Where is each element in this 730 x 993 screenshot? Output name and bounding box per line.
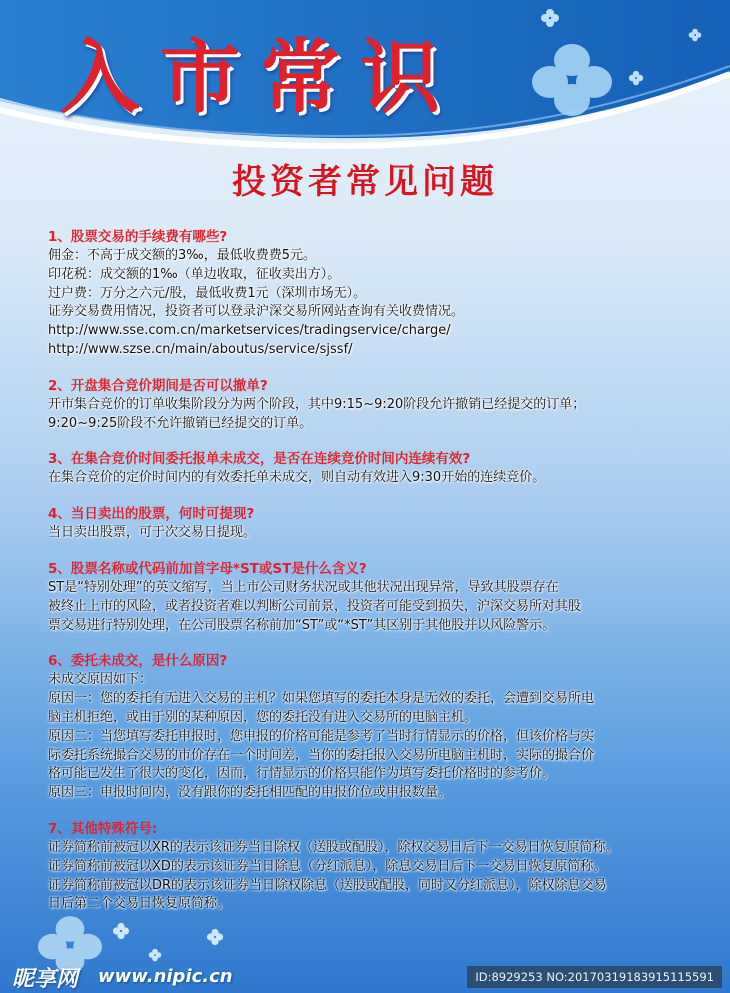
faq-question: 2、开盘集合竞价期间是否可以撤单? bbox=[48, 377, 268, 394]
page-subtitle: 投资者常见问题 bbox=[232, 162, 498, 202]
faq-answer-line: 证券简称前被冠以XD的表示该证券当日除息（分红派息），除息交易日后下一交易日恢复原简称。 bbox=[48, 858, 607, 874]
faq-item bbox=[48, 652, 688, 803]
faq-item bbox=[48, 377, 688, 434]
faq-question: 1、股票交易的手续费有哪些? bbox=[48, 229, 228, 245]
small-flower-icon bbox=[112, 922, 130, 940]
faq-question: 6、委托未成交，是什么原因? bbox=[48, 653, 228, 670]
page-title: 入市常识 bbox=[60, 30, 460, 124]
small-flower-icon bbox=[628, 70, 644, 86]
small-flower-icon bbox=[148, 948, 162, 962]
faq-question: 4、当日卖出的股票，何时可提现? bbox=[48, 506, 255, 523]
faq-answer-line: 原因二：当您填写委托申报时，您申报的价格可能是参考了当时行情显示的价格，但该价格与实 bbox=[48, 728, 595, 744]
small-flower-icon bbox=[688, 28, 702, 42]
watermark-url: www.nipic.cn bbox=[98, 966, 233, 987]
faq-answer-line: 格可能已发生了很大的变化，因而，行情显示的价格只能作为填写委托价格时的参考价。 bbox=[48, 766, 556, 782]
faq-list bbox=[48, 228, 688, 931]
faq-answer-line: 脑主机拒绝，或由于别的某种原因，您的委托没有进入交易所的电脑主机。 bbox=[48, 709, 478, 725]
faq-answer-line: 未成交原因如下： bbox=[48, 672, 153, 688]
faq-answer-line: 9:20~9:25阶段不允许撤销已经提交的订单。 bbox=[48, 415, 313, 431]
faq-answer-line: 际委托系统撮合交易的市价存在一个时间差，当你的委托报入交易所电脑主机时，实际的撮合价 bbox=[48, 747, 595, 763]
faq-answer-line: 票交易进行特别处理，在公司股票名称前加“ST”或“*ST”其区别于其他股并以风险警示。 bbox=[48, 617, 556, 633]
faq-answer-line: 证券简称前被冠以XR的表示该证券当日除权（送股或配股），除权交易日后下一交易日恢复原简称。 bbox=[48, 839, 619, 855]
faq-answer-link: http://www.szse.cn/main/aboutus/service/sjssf/ bbox=[48, 341, 353, 357]
faq-question: 3、在集合竞价时间委托报单未成交，是否在连续竞价时间内连续有效? bbox=[48, 451, 471, 468]
watermark-id: ID:8929253 NO:20170319183915115591 bbox=[467, 966, 722, 988]
faq-answer-line: 佣金：不高于成交额的3‰，最低收费费5元。 bbox=[48, 248, 316, 263]
faq-item bbox=[48, 820, 688, 914]
faq-question: 5、股票名称或代码前加首字母*ST或ST是什么含义? bbox=[48, 560, 367, 577]
faq-item bbox=[48, 505, 688, 543]
faq-answer-link: http://www.sse.com.cn/marketservices/tradingservice/charge/ bbox=[48, 323, 451, 339]
faq-answer-line: 过户费：万分之六元/股，最低收费1元（深圳市场无）。 bbox=[48, 285, 367, 301]
faq-answer-line: 当日卖出股票，可于次交易日提现。 bbox=[48, 525, 257, 541]
faq-answer-line: ST是“特别处理”的英文缩写，当上市公司财务状况或其他状况出现异常，导致其股票存在 bbox=[48, 579, 559, 595]
faq-item bbox=[48, 228, 688, 360]
faq-item bbox=[48, 450, 688, 488]
faq-answer-line: 在集合竞价的定价时间内的有效委托单未成交，则自动有效进入9:30开始的连续竞价。 bbox=[48, 470, 546, 486]
faq-answer-line: 日后第二个交易日恢复原简称。 bbox=[48, 896, 231, 912]
faq-answer-line: 原因三：申报时间内，没有跟你的委托相匹配的申报价位或申报数量。 bbox=[48, 785, 452, 801]
faq-answer-line: 证券简称前被冠以DR的表示该证券当日除权除息（送股或配股，同时又分红派息），除权除息交易 bbox=[48, 877, 607, 893]
watermark-logo: 昵享网 bbox=[12, 967, 79, 992]
small-flower-icon bbox=[206, 928, 224, 946]
faq-answer-line: 原因一：您的委托有无进入交易的主机？如果您填写的委托本身是无效的委托，会遭到交易所电 bbox=[48, 691, 595, 707]
small-flower-icon bbox=[540, 8, 560, 28]
faq-answer-line: 印花税：成交额的1‰（单边收取，征收卖出方）。 bbox=[48, 266, 341, 282]
faq-answer-line: 被终止上市的风险，或者投资者难以判断公司前景，投资者可能受到损失，沪深交易所对其股 bbox=[48, 598, 582, 614]
faq-item bbox=[48, 560, 688, 635]
faq-answer-line: 证券交易费用情况，投资者可以登录沪深交易所网站查询有关收费情况。 bbox=[48, 304, 465, 320]
faq-answer-line: 开市集合竞价的订单收集阶段分为两个阶段，其中9:15~9:20阶段允许撤销已经提交的订单； bbox=[48, 396, 586, 412]
clover-icon bbox=[522, 40, 622, 120]
faq-question: 7、其他特殊符号: bbox=[48, 820, 158, 837]
